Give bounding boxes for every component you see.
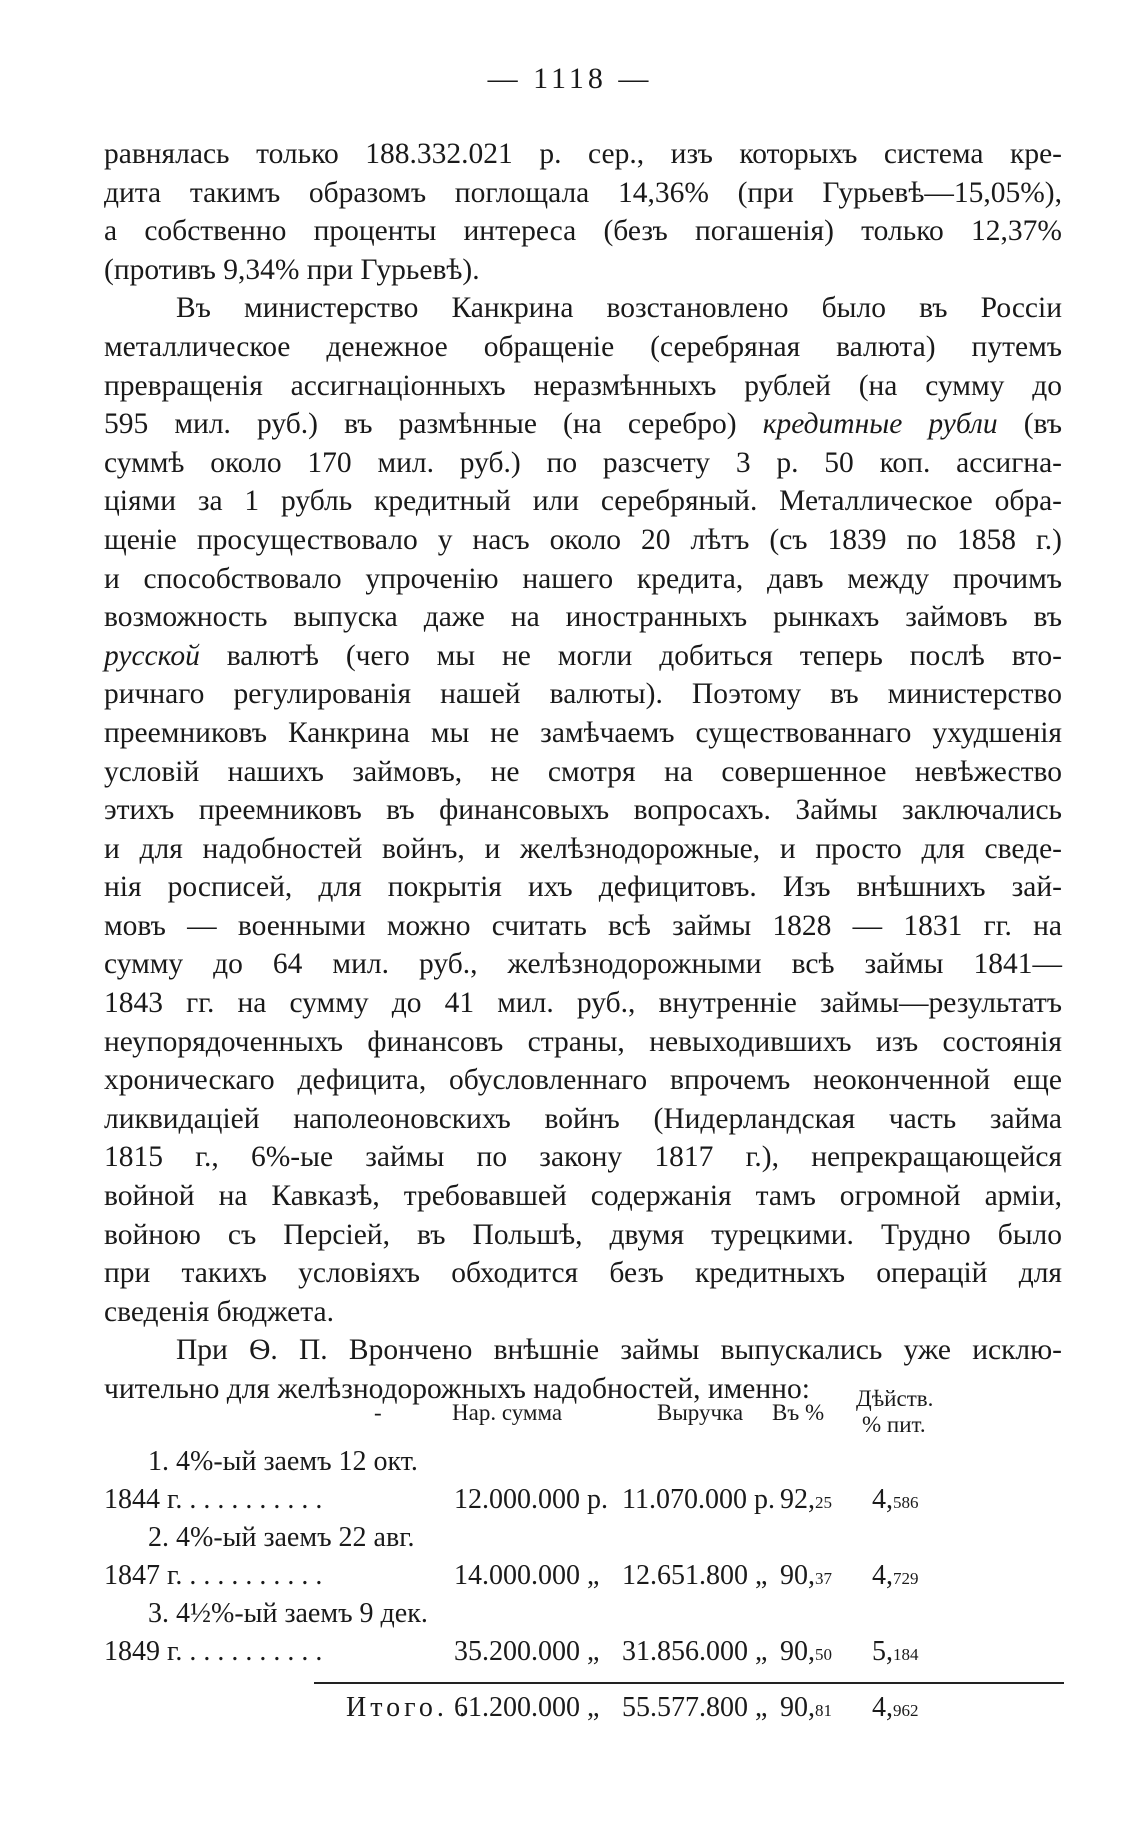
header-effective-top: Дѣйств. bbox=[856, 1386, 934, 1411]
text-line bbox=[104, 328, 1062, 367]
text-line bbox=[104, 521, 1062, 560]
table-row bbox=[104, 1484, 1062, 1520]
text-line bbox=[104, 444, 1062, 483]
table-row bbox=[104, 1560, 1062, 1596]
header-proceeds: Выручка bbox=[657, 1400, 744, 1425]
text-segment: ціями за 1 рубль кредитный или серебряный. Металлическое обра- bbox=[104, 485, 1062, 518]
text-segment: металлическое денежное обращеніе (серебряная валюта) путемъ bbox=[104, 330, 1062, 363]
text-line bbox=[104, 984, 1062, 1023]
text-segment: войною съ Персіей, въ Польшѣ, двумя турецкими. Трудно было bbox=[104, 1218, 1062, 1251]
loan-percent: 90,50 bbox=[780, 1636, 832, 1667]
loan-nominal: 12.000.000 р. bbox=[454, 1484, 608, 1515]
text-segment: при такихъ условіяхъ обходится безъ кредитныхъ операцій для bbox=[104, 1257, 1062, 1290]
text-segment: 1815 г., 6%-ые займы по закону 1817 г.), непрекращающейся bbox=[104, 1141, 1062, 1174]
text-line bbox=[104, 1254, 1062, 1293]
text-segment: сумму до 64 мил. руб., желѣзнодорожными всѣ займы 1841— bbox=[104, 948, 1062, 981]
text-segment: преемниковъ Канкрина мы не замѣчаемъ существованнаго ухудшенія bbox=[104, 716, 1062, 749]
total-proceeds: 55.577.800 „ bbox=[622, 1692, 768, 1723]
text-line bbox=[104, 251, 1062, 290]
text-segment: 595 мил. руб.) въ размѣнные (на серебро) bbox=[104, 408, 763, 441]
text-segment: превращенія ассигнаціонныхъ неразмѣнныхъ рублей (на сумму до bbox=[104, 369, 1062, 402]
text-segment: равнялась только 188.332.021 р. сер., изъ которыхъ система кре- bbox=[104, 138, 1062, 170]
loan-proceeds: 31.856.000 „ bbox=[622, 1636, 768, 1667]
text-segment: При Ѳ. П. Врончено внѣшніе займы выпускались уже исклю- bbox=[176, 1334, 1062, 1367]
text-segment: хроническаго дефицита, обусловленнаго впрочемъ неоконченной еще bbox=[104, 1064, 1062, 1097]
loan-percent: 92,25 bbox=[780, 1484, 832, 1515]
text-segment: нія росписей, для покрытія ихъ дефицитовъ. Изъ внѣшнихъ зай- bbox=[104, 871, 1062, 904]
loan-label: 1. 4%-ый заемъ 12 окт. bbox=[148, 1446, 418, 1477]
text-segment: щеніе просуществовало у насъ около 20 лѣтъ (съ 1839 по 1858 г.) bbox=[104, 523, 1062, 556]
table-row-label bbox=[104, 1446, 1062, 1482]
total-rule bbox=[314, 1682, 1064, 1684]
text-line bbox=[104, 714, 1062, 753]
text-segment: чительно для желѣзнодорожныхъ надобностей, именно: bbox=[104, 1373, 810, 1405]
text-line bbox=[104, 637, 1062, 676]
text-line bbox=[104, 405, 1062, 444]
loan-nominal: 14.000.000 „ bbox=[454, 1560, 600, 1591]
text-segment: этихъ преемниковъ въ финансовыхъ вопросахъ. Займы заключались bbox=[104, 794, 1062, 827]
text-segment: русской bbox=[104, 639, 200, 672]
text-line bbox=[104, 1061, 1062, 1100]
text-line bbox=[104, 174, 1062, 213]
text-segment: условій нашихъ займовъ, не смотря на совершенное невѣжество bbox=[104, 755, 1062, 788]
text-line bbox=[104, 1100, 1062, 1139]
text-segment: кредитные рубли bbox=[762, 408, 998, 441]
text-line bbox=[104, 212, 1062, 251]
total-label: Итого. . bbox=[346, 1692, 470, 1723]
text-line bbox=[104, 1177, 1062, 1216]
table-row-label bbox=[104, 1522, 1062, 1558]
table-row-label bbox=[104, 1598, 1062, 1634]
text-line bbox=[104, 598, 1062, 637]
text-line bbox=[104, 1138, 1062, 1177]
text-segment: 1843 гг. на сумму до 41 мил. руб., внутренніе займы—результатъ bbox=[104, 987, 1062, 1020]
text-segment: валютѣ (чего мы не могли добиться теперь послѣ вто- bbox=[199, 639, 1062, 672]
text-segment: и для надобностей войнъ, и желѣзнодорожные, и просто для сведе- bbox=[104, 832, 1062, 865]
text-segment: неупорядоченныхъ финансовъ страны, невыходившихъ изъ состоянія bbox=[104, 1025, 1062, 1058]
text-line bbox=[104, 1216, 1062, 1255]
text-line bbox=[104, 791, 1062, 830]
text-segment: ричнаго регулированія нашей валюты). Поэтому въ министерство bbox=[104, 678, 1062, 711]
loan-nominal: 35.200.000 „ bbox=[454, 1636, 600, 1667]
text-line bbox=[104, 135, 1062, 174]
text-line bbox=[104, 1023, 1062, 1062]
header-dash: - bbox=[374, 1400, 382, 1425]
text-line bbox=[104, 945, 1062, 984]
text-line bbox=[104, 1293, 1062, 1332]
text-segment: а собственно проценты интереса (безъ погашенія) только 12,37% bbox=[104, 215, 1062, 248]
loan-proceeds: 11.070.000 р. bbox=[622, 1484, 775, 1515]
paragraph bbox=[104, 135, 1062, 289]
text-line bbox=[104, 830, 1062, 869]
text-line bbox=[104, 289, 1062, 328]
text-segment: (противъ 9,34% при Гурьевѣ). bbox=[104, 253, 480, 286]
text-segment: войной на Кавказѣ, требовавшей содержанія тамъ огромной арміи, bbox=[104, 1180, 1062, 1213]
text-segment: мовъ — военными можно считать всѣ займы 1828 — 1831 гг. на bbox=[104, 909, 1062, 942]
total-nominal: 61.200.000 „ bbox=[454, 1692, 600, 1723]
text-segment: возможность выпуска даже на иностранныхъ рынкахъ займовъ въ bbox=[104, 601, 1062, 634]
text-line bbox=[104, 482, 1062, 521]
loan-year: 1844 г. . . . . . . . . . . bbox=[104, 1484, 323, 1515]
text-line bbox=[104, 675, 1062, 714]
loan-percent: 90,37 bbox=[780, 1560, 832, 1591]
text-segment: дита такимъ образомъ поглощала 14,36% (при Гурьевѣ—15,05%), bbox=[104, 176, 1062, 209]
page-number: — 1118 — bbox=[487, 62, 653, 95]
body-text bbox=[104, 135, 1062, 1409]
loan-effective: 4,729 bbox=[872, 1560, 919, 1591]
text-line bbox=[104, 753, 1062, 792]
loan-effective: 4,586 bbox=[872, 1484, 919, 1515]
text-segment: (въ bbox=[997, 408, 1062, 441]
table-total-row bbox=[104, 1692, 1062, 1728]
text-segment: ликвидаціей наполеоновскихъ войнъ (Нидерландская часть займа bbox=[104, 1102, 1062, 1135]
total-percent: 90,81 bbox=[780, 1692, 832, 1723]
header-effective-bottom: % пит. bbox=[862, 1412, 926, 1437]
text-line bbox=[104, 868, 1062, 907]
loan-label: 3. 4½%-ый заемъ 9 дек. bbox=[148, 1598, 428, 1629]
loan-effective: 5,184 bbox=[872, 1636, 919, 1667]
paragraph bbox=[104, 289, 1062, 1331]
total-effective: 4,962 bbox=[872, 1692, 919, 1723]
loan-year: 1849 г. . . . . . . . . . . bbox=[104, 1636, 323, 1667]
header-nominal: Нар. сумма bbox=[452, 1400, 563, 1425]
text-line bbox=[104, 907, 1062, 946]
loan-label: 2. 4%-ый заемъ 22 авг. bbox=[148, 1522, 415, 1553]
header-percent: Въ % bbox=[772, 1400, 825, 1425]
text-segment: и способствовало упроченію нашего кредита, давъ между прочимъ bbox=[104, 562, 1062, 595]
text-segment: суммѣ около 170 мил. руб.) по разсчету 3 р. 50 коп. ассигна- bbox=[104, 446, 1062, 479]
text-line bbox=[104, 560, 1062, 599]
loan-year: 1847 г. . . . . . . . . . . bbox=[104, 1560, 323, 1591]
text-line bbox=[104, 1331, 1062, 1370]
text-segment: Въ министерство Канкрина возстановлено было въ Россіи bbox=[176, 292, 1062, 325]
table-row bbox=[104, 1636, 1062, 1672]
text-segment: сведенія бюджета. bbox=[104, 1295, 334, 1328]
text-line bbox=[104, 367, 1062, 406]
loan-proceeds: 12.651.800 „ bbox=[622, 1560, 768, 1591]
